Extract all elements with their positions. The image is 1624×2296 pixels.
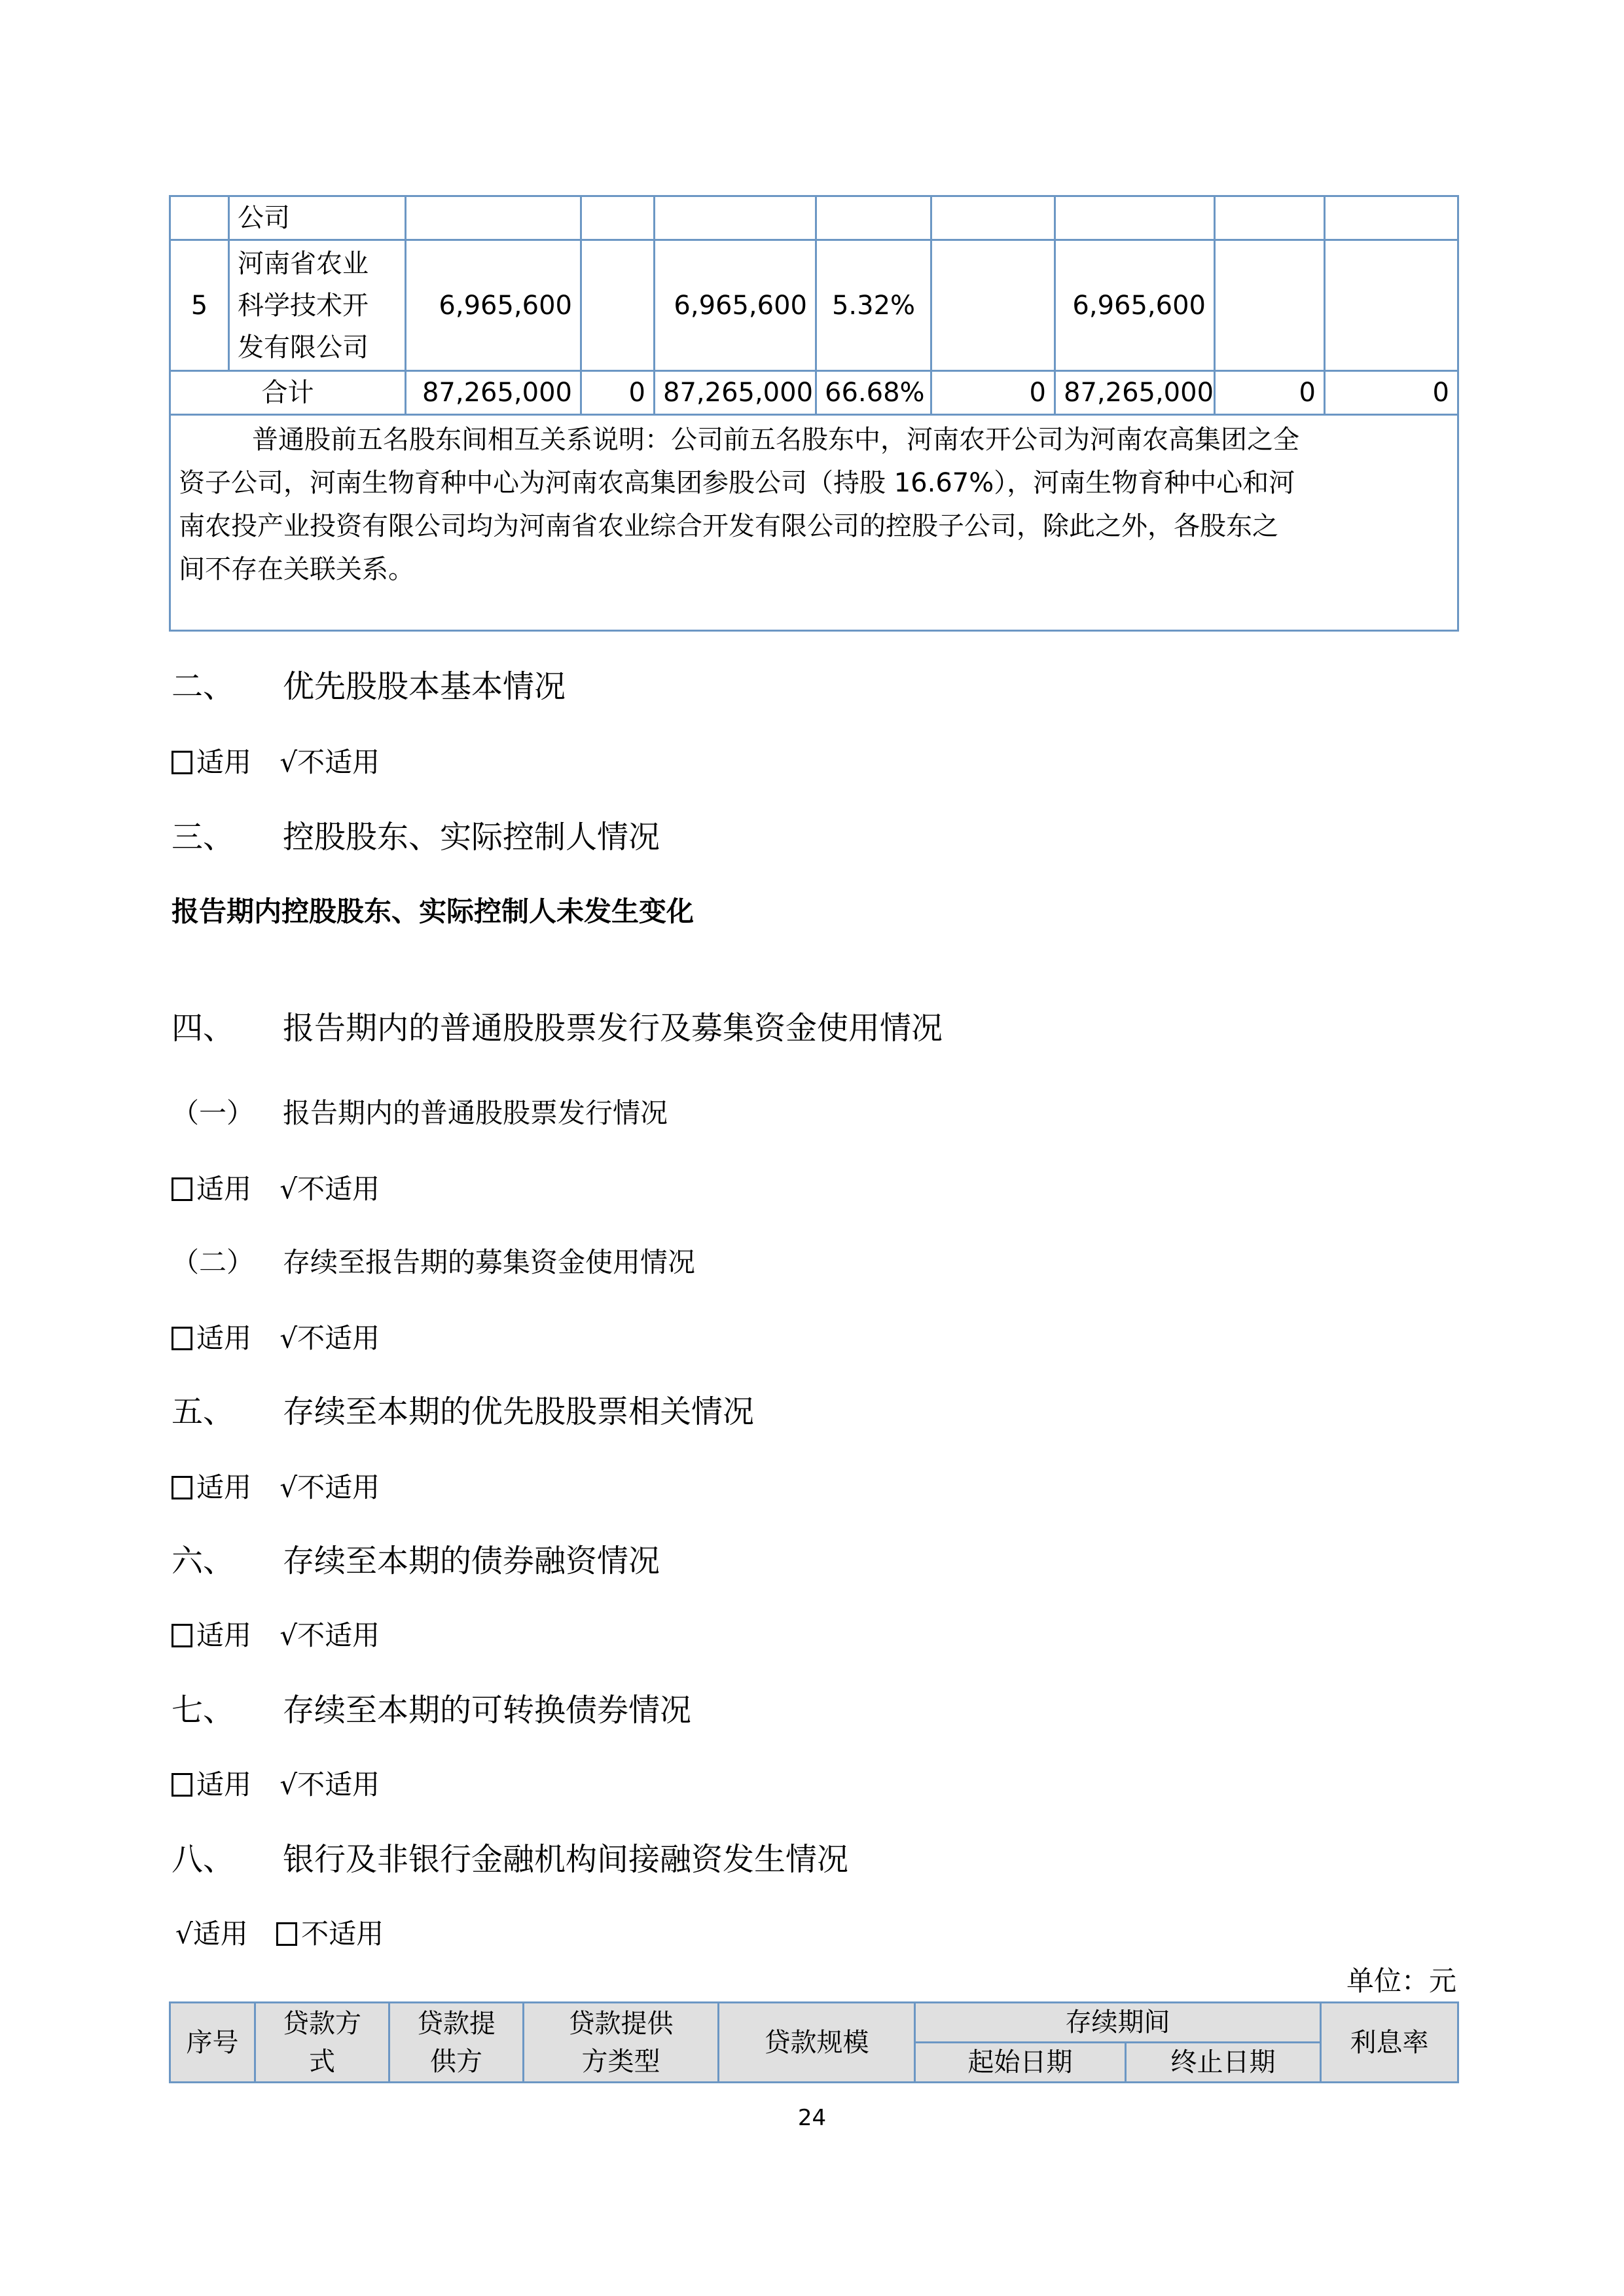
applicable-label: 适用 xyxy=(192,1918,248,1950)
section-heading xyxy=(171,812,660,857)
check-mark: √ xyxy=(280,1322,298,1354)
checkbox[interactable] xyxy=(171,1327,192,1350)
controller-note: 报告期内控股股东、实际控制人未发生变化 xyxy=(171,895,695,927)
applicable-label: 适用 xyxy=(196,1322,252,1354)
total-judicial: 0 xyxy=(1325,371,1458,415)
section-heading xyxy=(171,1535,660,1581)
section-title: 存续至本期的优先股股票相关情况 xyxy=(283,1393,755,1430)
restricted-shares xyxy=(931,240,1055,371)
section-heading xyxy=(171,1834,849,1879)
judicial-frozen-shares xyxy=(1325,240,1458,371)
shareholder-name: 公司 xyxy=(229,196,406,240)
subsection-title: 存续至报告期的募集资金使用情况 xyxy=(283,1246,696,1278)
subsection-number: （一） xyxy=(171,1097,255,1129)
table-row xyxy=(170,240,1458,371)
loan-table xyxy=(169,2001,1459,2083)
header-line: 式 xyxy=(309,2046,335,2077)
total-row xyxy=(170,371,1458,415)
section-heading xyxy=(171,661,566,706)
header-line: 贷款方 xyxy=(283,2008,361,2039)
check-mark: √ xyxy=(280,1619,298,1651)
unrestricted-shares: 6,965,600 xyxy=(1055,240,1215,371)
applicability-option xyxy=(171,1466,380,1505)
section-heading xyxy=(171,1003,943,1048)
applicability-option xyxy=(171,1763,380,1803)
note-line: 间不存在关联关系。 xyxy=(179,554,414,584)
header-line: 供方 xyxy=(430,2046,482,2077)
check-mark: √ xyxy=(280,1471,298,1503)
total-unrestricted: 87,265,000 xyxy=(1055,371,1215,415)
checkbox[interactable] xyxy=(171,1177,192,1201)
col-loan-provider xyxy=(389,2003,524,2083)
applicability-option xyxy=(171,1317,380,1356)
section-title: 存续至本期的债券融资情况 xyxy=(283,1543,660,1579)
section-title: 存续至本期的可转换债券情况 xyxy=(283,1692,692,1729)
total-pledged: 0 xyxy=(1215,371,1325,415)
note-row xyxy=(170,415,1458,631)
col-interest-rate: 利息率 xyxy=(1321,2003,1458,2083)
section-title: 报告期内的普通股股票发行及募集资金使用情况 xyxy=(283,1010,943,1047)
shareholder-table xyxy=(169,195,1459,632)
name-line: 发有限公司 xyxy=(238,332,369,363)
subsection-heading xyxy=(171,1241,696,1280)
shares-change xyxy=(581,240,655,371)
not-applicable-label: 不适用 xyxy=(301,1918,384,1950)
not-applicable-label: 不适用 xyxy=(297,1173,380,1205)
not-applicable-label: 不适用 xyxy=(297,1322,380,1354)
name-line: 科学技术开 xyxy=(238,290,369,321)
header-line: 贷款提供 xyxy=(568,2008,674,2039)
table-row xyxy=(170,196,1458,240)
col-end-date: 终止日期 xyxy=(1126,2043,1321,2083)
shares-start: 6,965,600 xyxy=(406,240,581,371)
checkbox[interactable] xyxy=(171,751,192,774)
check-mark: √ xyxy=(280,1768,298,1801)
check-mark: √ xyxy=(280,746,298,778)
applicable-label: 适用 xyxy=(196,1768,252,1801)
relationship-note xyxy=(170,415,1458,631)
not-applicable-label: 不适用 xyxy=(297,746,380,778)
col-provider-type xyxy=(524,2003,719,2083)
not-applicable-label: 不适用 xyxy=(297,1768,380,1801)
checkbox[interactable] xyxy=(276,1922,297,1946)
note-line: 资子公司，河南生物育种中心为河南农高集团参股公司（持股 16.67%），河南生物育种中心和河 xyxy=(179,468,1295,498)
applicability-option xyxy=(175,1912,384,1952)
not-applicable-label: 不适用 xyxy=(297,1471,380,1503)
checkbox[interactable] xyxy=(171,1476,192,1499)
section-title: 控股股东、实际控制人情况 xyxy=(283,819,660,855)
note-line: 普通股前五名股东间相互关系说明：公司前五名股东中，河南农开公司为河南农高集团之全 xyxy=(252,425,1299,455)
section-title: 银行及非银行金融机构间接融资发生情况 xyxy=(283,1841,849,1878)
section-number: 六、 xyxy=(171,1543,235,1579)
total-shares-end: 87,265,000 xyxy=(655,371,816,415)
shareholder-name xyxy=(229,240,406,371)
col-loan-scale: 贷款规模 xyxy=(719,2003,915,2083)
section-heading xyxy=(171,1685,692,1730)
row-index: 5 xyxy=(170,240,229,371)
total-restricted: 0 xyxy=(931,371,1055,415)
applicability-option xyxy=(171,1614,380,1653)
applicable-label: 适用 xyxy=(196,1471,252,1503)
share-ratio: 5.32% xyxy=(816,240,931,371)
section-number: 七、 xyxy=(171,1692,235,1729)
total-change: 0 xyxy=(581,371,655,415)
pledged-shares xyxy=(1215,240,1325,371)
col-start-date: 起始日期 xyxy=(915,2043,1126,2083)
applicable-label: 适用 xyxy=(196,746,252,778)
not-applicable-label: 不适用 xyxy=(297,1619,380,1651)
page-number: 24 xyxy=(797,2105,827,2131)
total-label: 合计 xyxy=(170,371,406,415)
applicable-label: 适用 xyxy=(196,1173,252,1205)
section-number: 五、 xyxy=(171,1393,235,1430)
applicability-option xyxy=(171,1168,380,1207)
col-period: 存续期间 xyxy=(915,2003,1321,2043)
header-line: 贷款提 xyxy=(417,2008,496,2039)
check-mark: √ xyxy=(175,1918,193,1950)
checkbox[interactable] xyxy=(171,1624,192,1647)
subsection-title: 报告期内的普通股股票发行情况 xyxy=(283,1097,668,1129)
total-ratio: 66.68% xyxy=(816,371,931,415)
subsection-heading xyxy=(171,1092,668,1131)
applicable-label: 适用 xyxy=(196,1619,252,1651)
subsection-number: （二） xyxy=(171,1246,255,1278)
shares-end: 6,965,600 xyxy=(655,240,816,371)
note-line: 南农投产业投资有限公司均为河南省农业综合开发有限公司的控股子公司，除此之外，各股东之 xyxy=(179,511,1278,541)
section-number: 三、 xyxy=(171,819,235,855)
section-title: 优先股股本基本情况 xyxy=(283,668,566,705)
applicability-option xyxy=(171,741,380,780)
check-mark: √ xyxy=(280,1173,298,1205)
checkbox[interactable] xyxy=(171,1773,192,1797)
unit-label: 单位：元 xyxy=(1346,1965,1456,1997)
section-number: 四、 xyxy=(171,1010,235,1047)
table-header-row xyxy=(170,2003,1458,2043)
section-number: 二、 xyxy=(171,668,235,705)
section-heading xyxy=(171,1386,755,1431)
section-number: 八、 xyxy=(171,1841,235,1878)
col-seq: 序号 xyxy=(170,2003,255,2083)
header-line: 方类型 xyxy=(581,2046,660,2077)
total-shares-start: 87,265,000 xyxy=(406,371,581,415)
col-loan-method xyxy=(255,2003,389,2083)
name-line: 河南省农业 xyxy=(238,248,369,279)
